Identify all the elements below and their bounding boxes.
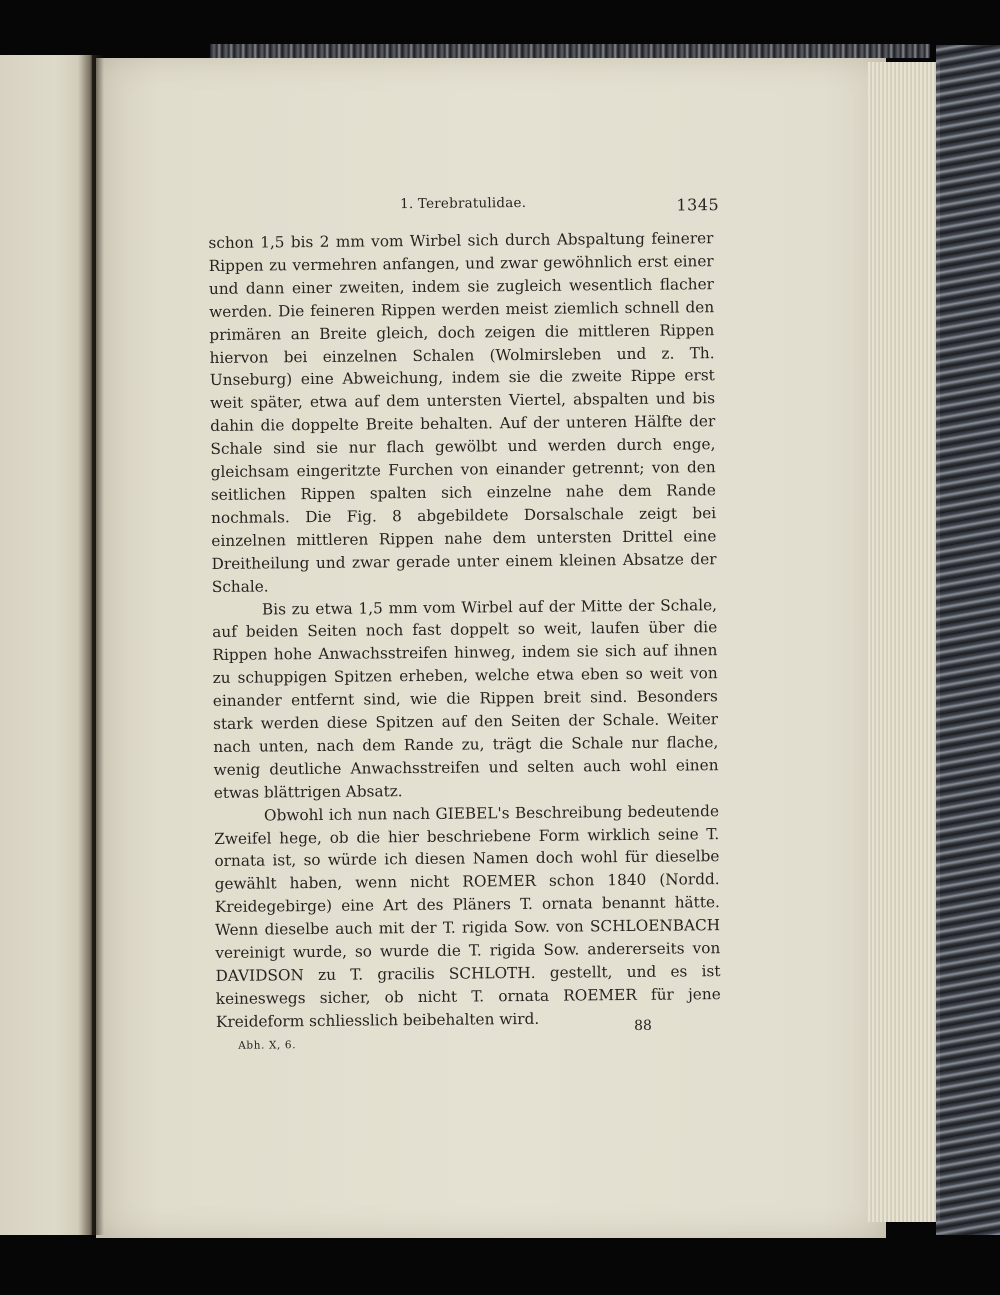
text-block: [208, 187, 721, 1052]
page-header: [208, 187, 720, 232]
running-title: 1. Terebratulidae.: [400, 194, 527, 213]
signature-number: 88: [633, 1017, 652, 1034]
paragraph-1: schon 1,5 bis 2 mm vom Wirbel sich durch Abspaltung feinerer Rippen zu vermehren anfangen, und zwar gewöhnlich erst einer und dann einer zweiten, indem sie zugleich wesentlich flacher werden. Die feineren Rippen werden meist ziemlich schnell den primären an Breite gleich, doch zeigen die mittleren Rippen hiervon bei einzelnen Schalen (Wolmirsleben und z. Th. Unseburg) eine Abweichung, indem sie die zweite Rippe erst weit später, etwa auf dem untersten Viertel, abspalten und bis dahin die doppelte Breite behalten. Auf der unteren Hälfte der Schale sind sie nur flach gewölbt und werden durch enge, gleichsam eingeritzte Furchen von einander getrennt; von den seitlichen Rippen spalten sich einzelne nahe dem Rande nochmals. Die Fig. 8 abgebildete Dorsalschale zeigt bei einzelnen mittleren Rippen nahe dem untersten Drittel eine Dreitheilung und zwar gerade unter einem kleinen Absatze der Schale.: [208, 229, 717, 596]
paragraph-2: Bis zu etwa 1,5 mm vom Wirbel auf der Mitte der Schale, auf beiden Seiten noch fast doppelt so weit, laufen über die Rippen hohe Anwachsstreifen hinweg, indem sie sich auf ihnen zu schuppigen Spitzen erheben, welche etwa eben so weit von einander entfernt sind, wie die Rippen breit sind. Besonders stark werden diese Spitzen auf den Seiten der Schale. Weiter nach unten, nach dem Rande zu, trägt die Schale nur flache, wenig deutliche Anwachsstreifen und selten auch wohl einen etwas blättrigen Absatz.: [212, 595, 719, 802]
top-binding-edge: [210, 44, 930, 58]
page-number: 1345: [676, 195, 720, 215]
paragraph-3: Obwohl ich nun nach GIEBEL's Beschreibung bedeutende Zweifel hege, ob die hier beschriebene Form wirklich seine T. ornata ist, so würde ich diesen Namen doch wohl für dieselbe gewählt haben, wenn nicht ROEMER schon 1840 (Nordd. Kreidegebirge) eine Art des Pläners T. ornata benannt hätte. Wenn dieselbe auch mit der T. rigida Sow. von SCHLOENBACH vereinigt wurde, so wurde die T. rigida Sow. andererseits von DAVIDSON zu T. gracilis SCHLOTH. gestellt, und es ist keineswegs sicher, ob nicht T. ornata ROEMER für jene Kreideform schliesslich beibehalten wird.: [214, 801, 721, 1031]
marbled-binding: [936, 45, 1000, 1235]
page-edges-stack: [868, 62, 940, 1222]
page-gutter: [78, 55, 104, 1235]
series-note: Abh. X, 6.: [238, 1039, 297, 1052]
